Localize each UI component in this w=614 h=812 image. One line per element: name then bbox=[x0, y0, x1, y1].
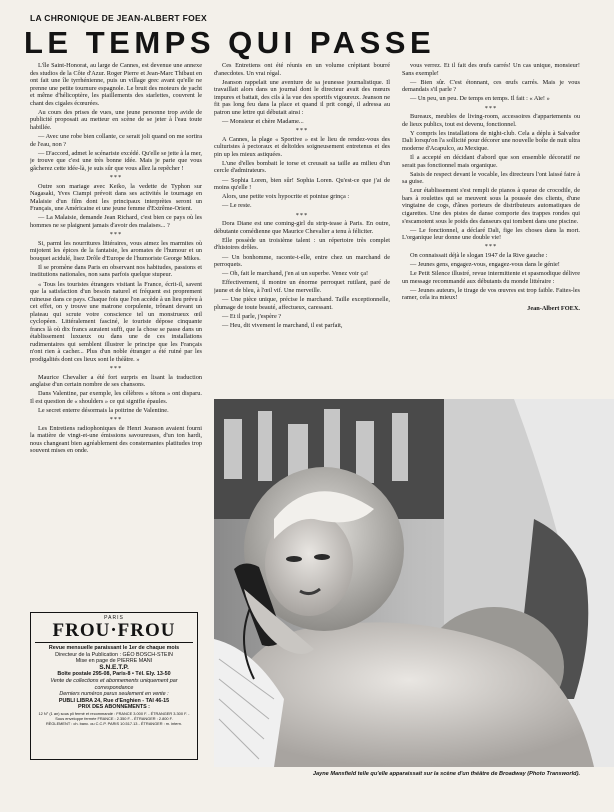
section-separator: *** bbox=[109, 365, 123, 373]
paragraph: — La Malaisie, demande Jean Richard, c'est bien ce pays où les hommes ne se plaignent jamais d'avoir des malaises... ? bbox=[30, 214, 202, 229]
masthead-publi: PUBLI LIBRA 24, Rue d'Enghien - TAI 46-15 bbox=[58, 697, 170, 704]
masthead-prices: 12 N° (1 an) sous pli fermé et recommandé : FRANCE 3.000 F. - ÉTRANGER 3.300 F. - Sous enveloppe fermée FRANCE : 2.350 F. - ÉTRANGER : 2.800 F. bbox=[38, 710, 190, 721]
paragraph: — Oh, fait le marchand, j'en ai un superbe. Venez voir ça! bbox=[222, 270, 369, 278]
paragraph: — Jeunes auteurs, le tirage de vos œuvres est trop faible. Faites-les ramer, cela ira mieux! bbox=[402, 286, 580, 302]
masthead-layout: Mise en page de PIERRE MANI bbox=[75, 658, 153, 665]
frou-frou-logo: FROU·FROU bbox=[35, 621, 193, 643]
masthead-company: S.N.E.T.P. bbox=[99, 663, 129, 671]
paragraph: — Jeunes gens, engagez-vous, engagez-vous dans le génie! bbox=[410, 261, 560, 269]
masthead-sales: Vente de collections et abonnements uniquement par correspondance bbox=[50, 677, 178, 691]
section-separator: *** bbox=[484, 243, 498, 251]
masthead-back-issues: Derniers numéros parus seulement en vente : bbox=[59, 691, 169, 698]
column-3 bbox=[402, 62, 580, 394]
masthead-prices-title: PRIX DES ABONNEMENTS : bbox=[78, 704, 150, 711]
paragraph: — Une pièce unique, précise le marchand. Taille exceptionnelle, plumage de toute beauté, affectueux, caressant. bbox=[214, 296, 390, 311]
paragraph: Le secret enterre désormais la poitrine de Valentine. bbox=[38, 407, 169, 415]
column-1 bbox=[30, 62, 202, 607]
paragraph: — Heu, dit vivement le marchand, il est parfait, bbox=[222, 321, 343, 329]
paragraph: — Et il parle, j'espère ? bbox=[222, 312, 282, 320]
paragraph: Dora Diane est une coming-girl du strip-tease à Paris. En outre, débutante comédienne que Maurice Chevalier a tenu à féliciter. bbox=[214, 220, 390, 235]
section-separator: *** bbox=[109, 231, 123, 239]
section-separator: *** bbox=[109, 174, 123, 182]
masthead-paris: PARIS bbox=[104, 615, 124, 621]
masthead-subtitle: Revue mensuelle paraissant le 1er de chaque mois bbox=[48, 645, 180, 651]
paragraph: Elle possède un troisième talent : un répertoire très complet d'histoires drôles. bbox=[214, 236, 390, 252]
paragraph: Au cours des prises de vues, une jeune personne trop avide de publicité proposait au metteur en scène de se jeter à l'eau toute habillée. bbox=[30, 108, 202, 131]
column-rubric: LA CHRONIQUE DE JEAN-ALBERT FOEX bbox=[30, 13, 207, 23]
paragraph: « Tous les touristes étrangers visitant la France, écrit-il, savent que la satisfaction d'un besoin naturel et fréquent est proprement ruineuse dans ce pays. Chaque fois que l'on accède à un lieu prévu à cet effet, on y trouve une matrone corpulente, trônant devant un plateau qui scrute votre conscience tel un monstrueux œil cyclopéen. Littéralement fasciné, le touriste dépose cinquante francs là où dix francs auraient suffi, que la chose se passe dans un établissement luxueux ou dans une de ces installations rudimentaires qui semblent illustrer le principe que les Français n'ont rien à cacher... Plus d'un noble étranger a été ruiné par les prodigalités dont ces lieux sont le théâtre. » bbox=[30, 280, 202, 363]
paragraph: — Avec une robe bien collante, ce serait joli quand on me sortira de l'eau, non ? bbox=[30, 133, 202, 148]
paragraph: — Un peu, un peu. De temps en temps. Il fait : « Aïe! » bbox=[410, 95, 550, 103]
paragraph: Leur établissement s'est rempli de pianos à queue de crocodile, de bars à roulettes qui se meuvent sous la poussée des clients, d'une vingtaine de cogs, d'ânes porteurs de distributeurs automatiques de cigarettes. Une des pistes de danse comporte des trappes rondes qui s'escamotent sous le poids des danseurs qui tombent dans une piscine. bbox=[402, 187, 580, 225]
paragraph: Y compris les installations de night-club. Cela a déplu à Salvador Dali lorsqu'on l'a sollicité pour décorer une nouvelle boîte de nuit ultra moderne d'Acapulco, au Mexique. bbox=[402, 129, 580, 152]
photo-jayne-mansfield bbox=[214, 399, 614, 767]
paragraph: — Sophia Loren, bien sûr! Sophia Loren. Qu'est-ce que j'ai de moins qu'elle ! bbox=[214, 176, 390, 192]
paragraph: Effectivement, il montre un énorme perroquet rutilant, paré de jaune et de bleu, à l'œil vif. Une merveille. bbox=[214, 279, 390, 294]
frou-frou-masthead-box bbox=[30, 612, 198, 760]
paragraph: Les Entretiens radiophoniques de Henri Jeanson avaient fourni la matière de vingt-et-une émissions savoureuses, d'un ton hardi, nous changeant bien agréablement des consternantes platitudes trop souvent mises en onde. bbox=[30, 424, 202, 455]
section-separator: *** bbox=[295, 211, 309, 219]
masthead-director: Directeur de la Publication : GÉO BOSCH-STEIN bbox=[55, 651, 173, 658]
paragraph: Maurice Chevalier a été fort surpris en lisant la traduction anglaise d'un certain nombre de ses chansons. bbox=[30, 373, 202, 389]
column-2 bbox=[214, 62, 390, 394]
paragraph: Si, parmi les nourritures littéraires, vous aimez les marmites où mijotent les épices de la fantaisie, les aromates de l'humour et un bouquet acidulé, lisez Drôle d'Europe de l'humoriste George Mikes. bbox=[30, 239, 202, 262]
paragraph: — Un bonhomme, raconte-t-elle, entre chez un marchand de perroquets. bbox=[214, 253, 390, 269]
paragraph: — Le fonctionnel, a déclaré Dali, fige les choses dans la mort. L'organique leur donne une double vie! bbox=[402, 226, 580, 242]
author-signature: Jean-Albert FOEX. bbox=[527, 304, 580, 312]
paragraph: — Le reste. bbox=[222, 202, 252, 210]
paragraph: Jeanson rappelait une aventure de sa jeunesse journalistique. Il travaillait alors dans un journal dont le directeur avait des mœurs impures et battait, des cils à la vue des sportifs vigoureux. Jeanson ne fit pas long feu dans la place et quand il prit congé, il adressa au patron une lettre qui débutait ainsi : bbox=[214, 78, 390, 116]
paragraph: Il a accepté en décidant d'abord que son ensemble décoratif ne serait pas fonctionnel mais organique. bbox=[402, 153, 580, 169]
paragraph: Saisis de respect devant le vocable, les directeurs l'ont laissé faire à sa guise. bbox=[402, 170, 580, 186]
paragraph: — Bien sûr. C'est étonnant, ces œufs carrés. Mais je vous demandais s'il parle ? bbox=[402, 78, 580, 94]
paragraph: Outre son mariage avec Keiko, la vedette de Typhon sur Nagasaki, Yves Ciampi prévoit dans ses activités le tournage en Malaisie d'un film dont les principaux interprètes seront un Français, une Américaine et une jeune femme d'Extrême-Orient. bbox=[30, 182, 202, 213]
paragraph: L'île Saint-Honorat, au large de Cannes, est devenue une annexe des studios de la Côte d'Azur. Roger Pierre et Jean-Marc Thibaut en ont fait une île tyrrhénienne, puis un village grec avant qu'elle ne prenne une petite tournure espagnole. Le bruit des moteurs de yacht et même d'hélicoptère, les piaillements des starlettes, couvrent le chant des cigales écœurées. bbox=[30, 62, 202, 107]
paragraph: Bureaux, meubles de living-room, accessoires d'appartements ou de lieux publics, tout est devenu, fonctionnel. bbox=[402, 113, 580, 128]
section-separator: *** bbox=[109, 416, 123, 424]
photo-illustration bbox=[214, 399, 614, 767]
section-separator: *** bbox=[295, 127, 309, 135]
paragraph: Alors, une petite voix hypocrite et pointue grinça : bbox=[222, 193, 350, 201]
paragraph: Ces Entretiens ont été réunis en un volume crépitant bourré d'anecdotes. Un vrai régal. bbox=[214, 62, 390, 77]
paragraph: L'une d'elles bombait le torse et creusait sa taille au milieu d'un cercle d'admirateurs. bbox=[214, 159, 390, 175]
photo-caption: Jayne Mansfield telle qu'elle apparaissait sur la scène d'un théâtre de Broadway (Photo Transworld). bbox=[312, 771, 580, 777]
paragraph: Le Petit Silence illustré, revue intermittente et spasmodique délivre un message recommandé aux débutants du monde littéraire : bbox=[402, 270, 580, 285]
masthead-payment: RÈGLEMENT : ch. banc. ou C.C.P. PARIS 10.517.13 - ÉTRANGER : m. intern. bbox=[45, 720, 182, 726]
paragraph: — D'accord, admet le scénariste excédé. Qu'elle se jette à la mer, je trouve que c'est une très bonne idée. Mais je parie que vous gâcherez cette idée-là, je suis sûr que vous allez la repêcher ! bbox=[30, 149, 202, 172]
section-separator: *** bbox=[484, 104, 498, 112]
paragraph: On connaissait déjà le slogan 1947 de la Rive gauche : bbox=[410, 251, 548, 259]
paragraph: — Monsieur et chère Madame... bbox=[222, 118, 304, 126]
headline: LE TEMPS QUI PASSE bbox=[24, 25, 436, 60]
paragraph: Il se promène dans Paris en observant nos habitudes, passions et institutions nationales, non sans parfois quelque stupeur. bbox=[30, 263, 202, 279]
paragraph: A Cannes, la plage « Sportive » est le lieu de rendez-vous des culturistes à pectoraux et deltoïdes soigneusement entretenus et des pin up les mieux astiquées. bbox=[214, 135, 390, 158]
paragraph: Dans Valentine, par exemple, les célèbres « tétons » ont disparu. Il est question de « shoulders » ce qui signifie épaules. bbox=[30, 390, 202, 405]
masthead-address: Boîte postale 295-08, Paris-8 • Tél. Ely. 13-50 bbox=[57, 671, 171, 678]
paragraph: vous verrez. Et il fait des œufs carrés! Un cas unique, monsieur! Sans exemple! bbox=[402, 62, 580, 77]
